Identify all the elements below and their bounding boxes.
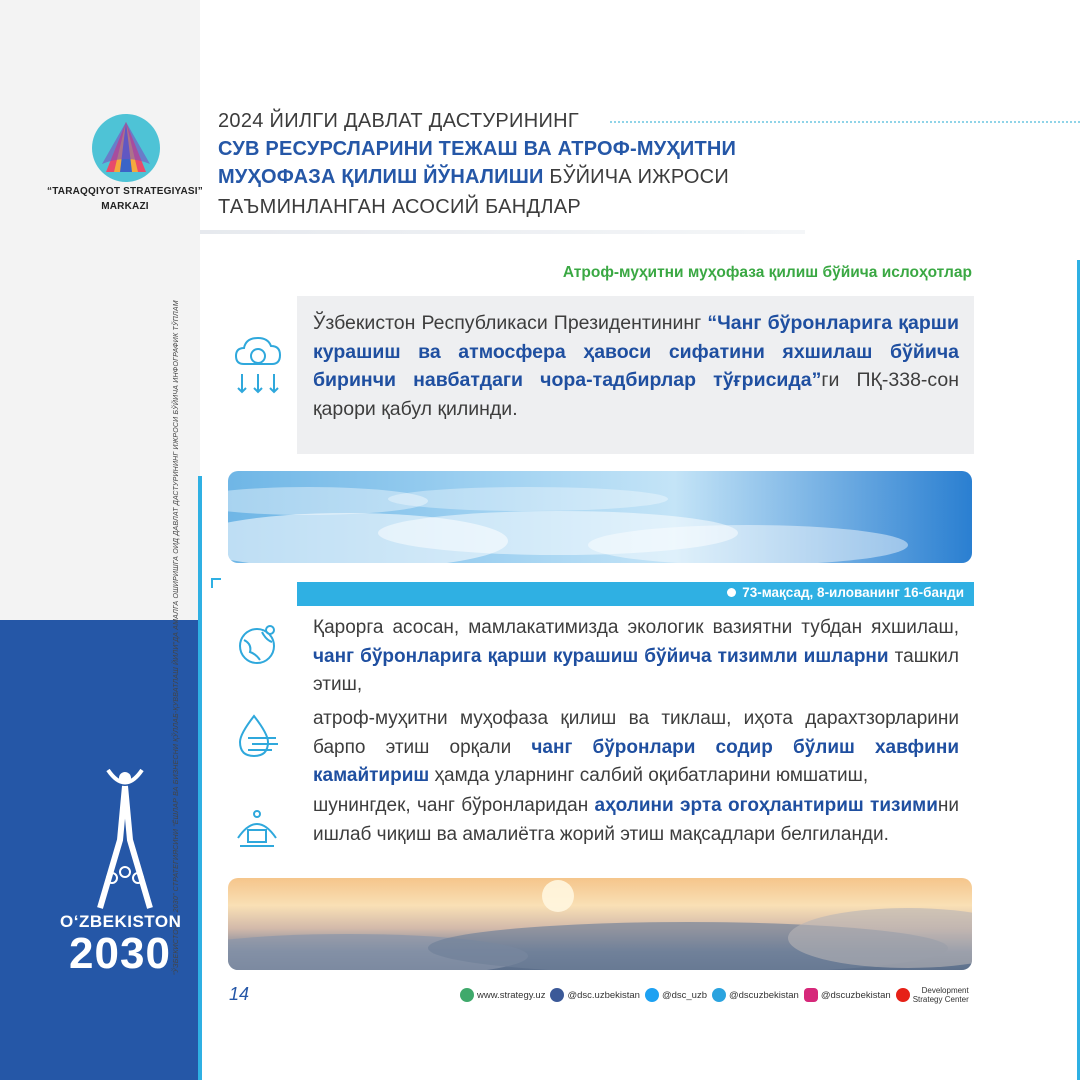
corner-mark bbox=[211, 578, 221, 588]
instagram-icon bbox=[804, 988, 818, 1002]
header-line2: СУВ РЕСУРСЛАРИНИ ТЕЖАШ ВА АТРОФ-МУҲИТНИ bbox=[218, 138, 737, 160]
brand-year: 2030 bbox=[69, 929, 171, 978]
org-name bbox=[40, 184, 210, 214]
footer-instagram[interactable] bbox=[804, 988, 891, 1002]
website-text: www.strategy.uz bbox=[477, 989, 546, 1001]
header-line3 bbox=[218, 166, 729, 189]
strategy-center-logo bbox=[92, 114, 160, 182]
paragraph-1-part1: Қарорга асосан, мамлакатимизда экологик вазиятни тубдан яхшилаш, bbox=[313, 617, 959, 638]
paragraph-1-part2: ташкил этиш, bbox=[313, 645, 959, 695]
alert-system-icon bbox=[232, 806, 282, 861]
footer-telegram[interactable] bbox=[712, 988, 799, 1002]
paragraph-1 bbox=[313, 614, 959, 700]
decree-title-bold: “Чанг бўронларига қарши курашиш ва атмосфера ҳавоси сифатини яхшилаш бўйича биринчи навбатдаги чора-тадбирлар тўғрисида” bbox=[313, 312, 959, 391]
paragraph-2-part1: атроф-муҳитни муҳофаза қилиш ва тиклаш, иҳота дарахтзорларини барпо этиш орқали bbox=[313, 708, 959, 758]
section-title: Атроф-муҳитни муҳофаза қилиш бўйича ислоҳотлар bbox=[562, 264, 972, 281]
paragraph-3 bbox=[313, 792, 959, 849]
footer-twitter[interactable] bbox=[645, 988, 707, 1002]
left-accent-bar bbox=[198, 476, 202, 1080]
paragraph-2-part2: ҳамда уларнинг салбий оқибатларини юмшатиш, bbox=[429, 765, 869, 786]
footer-facebook[interactable] bbox=[550, 988, 639, 1002]
twitter-icon bbox=[645, 988, 659, 1002]
goal-label bbox=[727, 585, 964, 600]
header-dotted-line bbox=[610, 121, 1080, 123]
footer-website[interactable] bbox=[460, 988, 545, 1002]
wind-drop-icon bbox=[232, 712, 282, 767]
goal-bullet-icon bbox=[727, 588, 736, 597]
sky-clouds-image bbox=[228, 471, 972, 563]
footer-contacts bbox=[460, 986, 974, 1004]
header-line3-highlight: МУҲОФАЗА ҚИЛИШ ЙЎНАЛИШИ bbox=[218, 166, 544, 188]
decree-text-part2: ги ПҚ-338-сон қарори қабул қилинди. bbox=[313, 369, 959, 420]
facebook-icon bbox=[550, 988, 564, 1002]
telegram-icon bbox=[712, 988, 726, 1002]
paragraph-2 bbox=[313, 705, 959, 791]
youtube-icon bbox=[896, 988, 910, 1002]
header-underline bbox=[200, 230, 805, 234]
paragraph-1-bold: чанг бўронларига қарши курашиш бўйича тизимли ишларни bbox=[313, 645, 889, 667]
goal-label-text: 73-мақсад, 8-илованинг 16-банди bbox=[742, 585, 964, 600]
paragraph-2-bold: чанг бўронлари содир бўлиш хавфини камайтириш bbox=[313, 736, 960, 786]
org-name-line2: MARKAZI bbox=[101, 201, 149, 212]
vertical-caption: “ЎЗБЕКИСТОН — 2030” СТРАТЕГИЯСИНИ “ЁШЛАР ВА БИЗНЕСНИ ҚЎЛЛАБ-ҚУВВАТЛАШ ЙИЛИ”ДА АМАЛГА ОШИРИШГА ОИД ДАВЛАТ ДАСТУРИНИНГ ИЖРОСИ БЎЙИЧА ИНФОГРАФИК ТЎПЛАМ bbox=[173, 300, 180, 975]
header-line4: ТАЪМИНЛАНГАН АСОСИЙ БАНДЛАР bbox=[218, 196, 582, 218]
paragraph-3-part1: шунингдек, чанг бўронларидан bbox=[313, 795, 595, 816]
youtube-line2: Strategy Center bbox=[912, 995, 969, 1004]
globe-ecology-icon bbox=[232, 620, 282, 675]
cloud-air-icon bbox=[230, 330, 286, 405]
uzbekistan-2030-emblem bbox=[80, 760, 170, 915]
footer-youtube[interactable] bbox=[896, 986, 969, 1004]
youtube-line1: Development bbox=[921, 986, 969, 995]
twitter-text: @dsc_uzb bbox=[661, 989, 707, 1001]
paragraph-3-bold: аҳолини эрта огоҳлантириш тизими bbox=[594, 795, 938, 816]
header-line3-rest: БЎЙИЧА ИЖРОСИ bbox=[543, 166, 729, 188]
decree-text-part1: Ўзбекистон Республикаси Президентининг bbox=[313, 312, 708, 334]
facebook-text: @dsc.uzbekistan bbox=[567, 989, 640, 1001]
page-number: 14 bbox=[229, 984, 250, 1004]
sidebar-top-panel bbox=[0, 0, 200, 620]
globe-icon bbox=[460, 988, 474, 1002]
org-name-line1: “TARAQQIYOT STRATEGIYASI” bbox=[47, 186, 203, 197]
sunset-clouds-image bbox=[228, 878, 972, 970]
instagram-text: @dscuzbekistan bbox=[820, 989, 891, 1001]
brand-word: O‘ZBEKISTON bbox=[60, 912, 182, 931]
decree-text bbox=[313, 309, 959, 423]
telegram-text: @dscuzbekistan bbox=[728, 989, 799, 1001]
header-line1: 2024 ЙИЛГИ ДАВЛАТ ДАСТУРИНИНГ bbox=[218, 110, 580, 132]
paragraph-3-part2: ни ишлаб чиқиш ва амалиётга жорий этиш мақсадлари белгиланди. bbox=[313, 795, 959, 845]
